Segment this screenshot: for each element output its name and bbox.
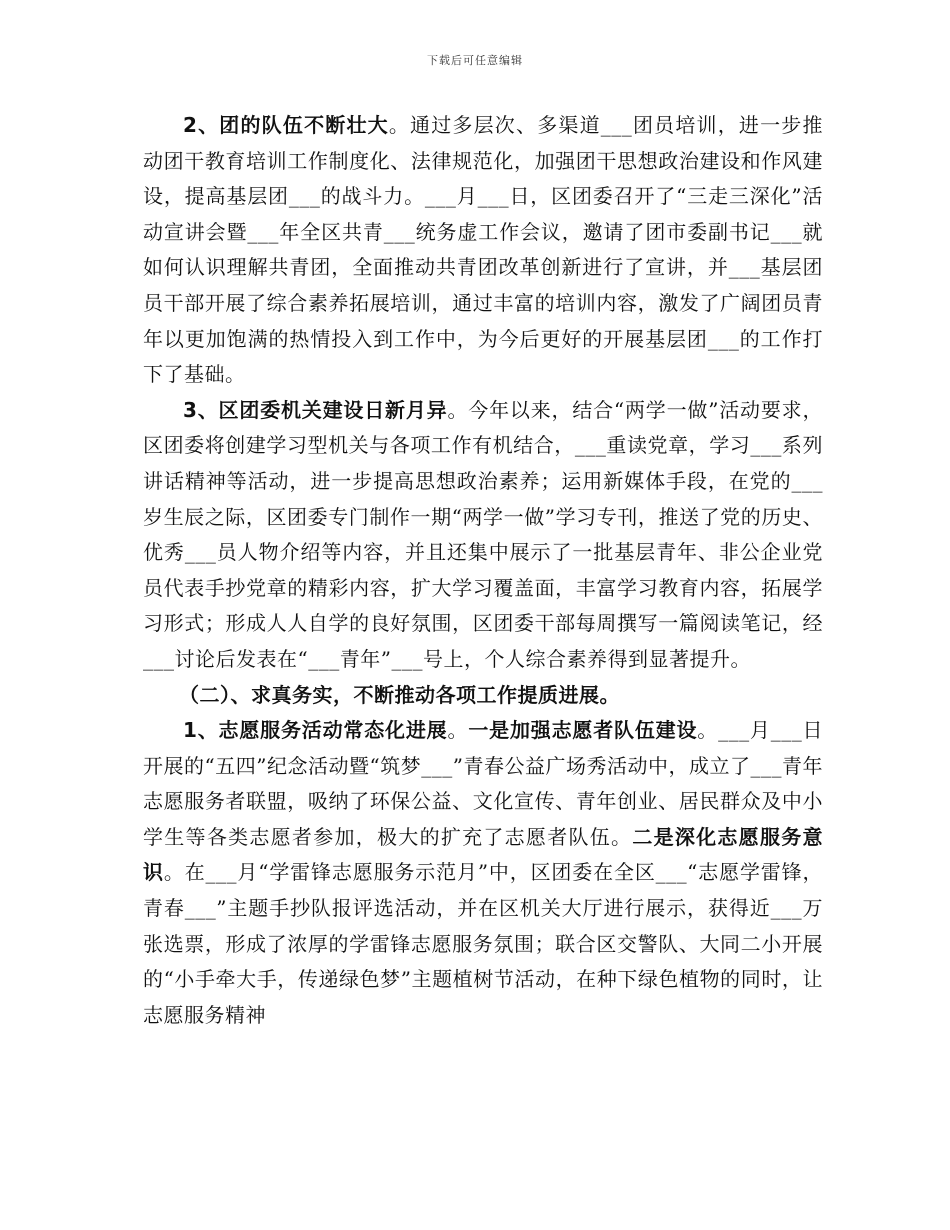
paragraph-heading: 1、志愿服务活动常态化进展 [183,718,448,743]
sub-heading: 二是深化志愿服务意识 [143,824,824,885]
paragraph-organ-building [143,393,823,678]
paragraph-text: 。今年以来，结合“两学一做”活动要求，区团委将创建学习型机关与各项工作有机结合，___重读党章，学习___系列讲话精神等活动，进一步提高思想政治素养；运用新媒体手段，在党的___岁生辰之际，区团委专门制作一期“两学一做”学习专刊，推送了党的历史、优秀___员人物介绍等内容，并且还集中展示了一批基层青年、非公企业党员代表手抄党章的精彩内容，扩大学习覆盖面，丰富学习教育内容，拓展学习形式；形成人人自学的良好氛围，区团委干部每周撰写一篇阅读笔记，经___讨论后发表在“___青年”___号上，个人综合素养得到显著提升。 [143,397,823,671]
paragraph-text: 。在___月“学雷锋志愿服务示范月”中，区团委在全区___“志愿学雷锋，青春___”主题手抄队报评选活动，并在区机关大厅进行展示，获得近___万张选票，形成了浓厚的学雷锋志愿服务氛围；联合区交警队、大同二小开展的“小手牵大手，传递绿色梦”主题植树节活动，在种下绿色植物的同时，让志愿服务精神 [143,860,823,1027]
paragraph-heading: 2、团的队伍不断壮大 [183,113,389,137]
section-heading: （二）、求真务实，不断推动各项工作提质进展。 [179,682,620,707]
paragraph-team-growth [143,108,823,393]
paragraph-text: 。 [447,718,469,743]
page-header-note: 下载后可任意编辑 [427,54,523,67]
paragraph-volunteer-service [143,713,823,1033]
document-body [143,108,823,1033]
paragraph-text: 。通过多层次、多渠道___团员培训，进一步推动团干教育培训工作制度化、法律规范化，加强团干思想政治建设和作风建设，提高基层团___的战斗力。___月___日，区团委召开了“三走三深化”活动宣讲会暨___年全区共青___统务虚工作会议，邀请了团市委副书记___就如何认识理解共青团，全面推动共青团改革创新进行了宣讲，并___基层团员干部开展了综合素养拓展培训，通过丰富的培训内容，激发了广阔团员青年以更加饱满的热情投入到工作中，为今后更好的开展基层团___的工作打下了基础。 [143,113,823,387]
paragraph-heading: 3、区团委机关建设日新月异 [183,397,448,422]
paragraph-text: 。___月___日开展的“五四”纪念活动暨“筑梦___”青春公益广场秀活动中，成立了___青年志愿服务者联盟，吸纳了环保公益、文化宣传、青年创业、居民群众及中小学生等各类志愿者参加，极大的扩充了志愿者队伍。 [143,718,824,849]
sub-heading: 一是加强志愿者队伍建设 [468,718,698,743]
